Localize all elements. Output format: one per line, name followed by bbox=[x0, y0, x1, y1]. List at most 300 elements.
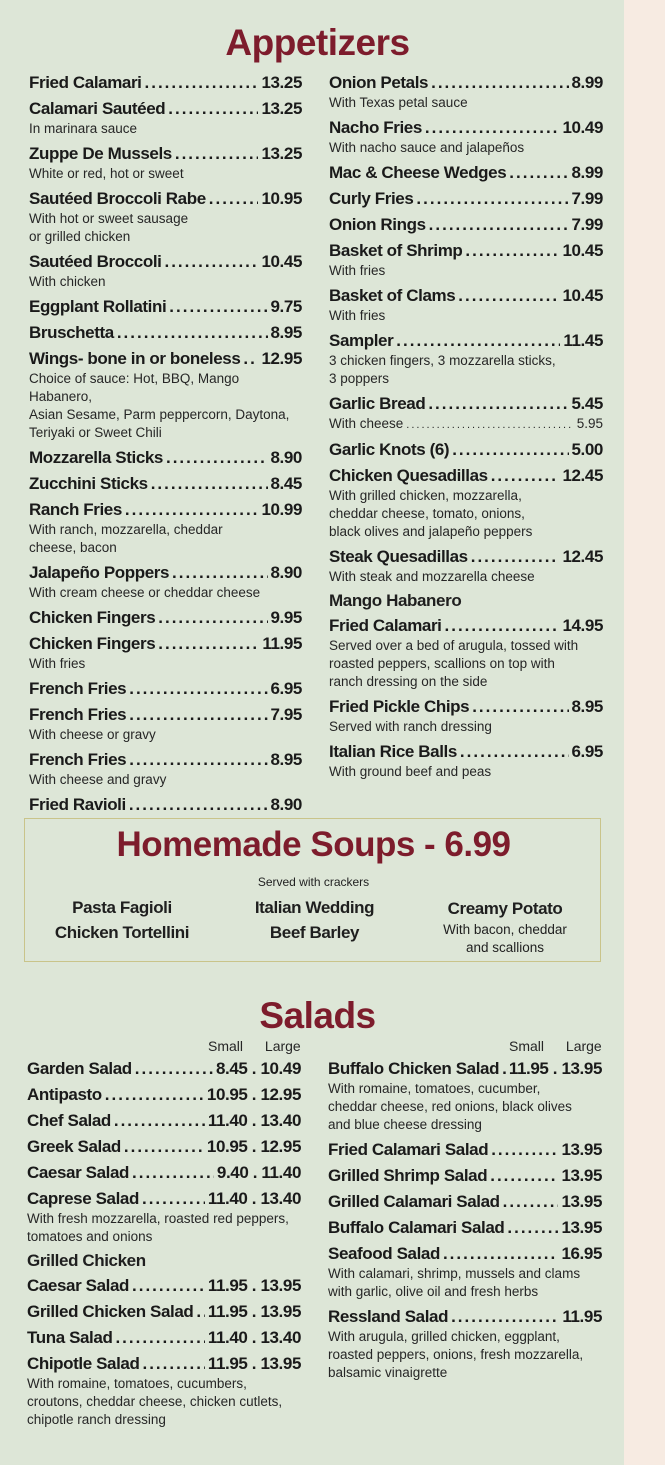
dot-leader bbox=[472, 694, 568, 720]
item-name: Greek Salad bbox=[27, 1137, 121, 1156]
item-description-line: With calamari, shrimp, mussels and clams bbox=[328, 1266, 581, 1281]
size-large-label: Large bbox=[565, 1038, 602, 1054]
item-price: 16.95 bbox=[561, 1244, 602, 1263]
dot-leader bbox=[416, 186, 568, 212]
item-name: Fried Ravioli bbox=[29, 795, 126, 814]
item-name: French Fries bbox=[29, 750, 127, 769]
item-price: 11.95 bbox=[262, 634, 302, 653]
item-line bbox=[329, 70, 603, 96]
dot-leader bbox=[158, 631, 259, 657]
item-description bbox=[29, 120, 302, 138]
item-price: 10.45 bbox=[562, 241, 603, 260]
item-name: Wings- bone in or boneless bbox=[29, 349, 241, 368]
price-separator: . bbox=[247, 1189, 261, 1208]
soup-description: With bacon, cheddar bbox=[443, 922, 567, 937]
item-price: 8.95 bbox=[571, 697, 603, 716]
item-prices bbox=[207, 1082, 301, 1108]
dot-leader bbox=[175, 141, 259, 167]
item-name: Fried Pickle Chips bbox=[329, 697, 470, 716]
item-line bbox=[29, 141, 302, 167]
price-large: 13.40 bbox=[260, 1328, 301, 1347]
dot-leader bbox=[105, 1082, 204, 1108]
item-price: 8.99 bbox=[571, 163, 603, 182]
item-line bbox=[329, 328, 603, 354]
dot-leader bbox=[396, 328, 560, 354]
menu-item bbox=[29, 141, 302, 183]
dot-leader bbox=[451, 1304, 559, 1330]
price-small: 11.95 bbox=[207, 1302, 248, 1321]
item-price: 11.45 bbox=[563, 331, 603, 350]
item-name: Bruschetta bbox=[29, 323, 114, 342]
price-small: 10.95 bbox=[206, 1085, 248, 1104]
price-small: 11.40 bbox=[207, 1111, 248, 1130]
dot-leader bbox=[164, 249, 258, 275]
soup-item: Italian Wedding bbox=[254, 898, 375, 917]
item-description-line: ranch dressing on the side bbox=[329, 674, 488, 689]
dot-leader bbox=[502, 1056, 506, 1082]
menu-item bbox=[27, 1134, 301, 1160]
price-large: 13.95 bbox=[260, 1302, 301, 1321]
item-line bbox=[29, 631, 302, 657]
menu-item bbox=[329, 694, 603, 736]
price-large: 13.40 bbox=[260, 1111, 301, 1130]
soup-column-1 bbox=[47, 895, 197, 945]
soup-item: Beef Barley bbox=[269, 923, 360, 942]
item-description bbox=[328, 1080, 602, 1134]
item-line bbox=[329, 694, 603, 720]
item-prices bbox=[208, 1108, 301, 1134]
item-sub-text: With cheese bbox=[329, 416, 404, 431]
soup-item: Creamy Potato bbox=[447, 899, 563, 918]
salads-right-size-header bbox=[509, 1038, 602, 1054]
item-line bbox=[29, 294, 302, 320]
menu-item bbox=[329, 463, 603, 541]
item-line bbox=[29, 96, 302, 122]
dot-leader bbox=[124, 1134, 204, 1160]
item-description bbox=[29, 273, 302, 291]
menu-item bbox=[328, 1137, 602, 1163]
price-separator: . bbox=[247, 1059, 261, 1078]
dot-leader bbox=[129, 792, 268, 818]
item-description bbox=[29, 165, 302, 183]
item-prices bbox=[208, 1273, 301, 1299]
item-description-line: With grilled chicken, mozzarella, bbox=[329, 488, 522, 503]
item-line bbox=[29, 605, 302, 631]
soups-subtitle: Served with crackers bbox=[257, 875, 370, 889]
item-price: 7.99 bbox=[571, 215, 603, 234]
item-name: Tuna Salad bbox=[27, 1328, 113, 1347]
menu-item bbox=[328, 1215, 602, 1241]
appetizers-heading: Appetizers bbox=[225, 22, 410, 63]
item-name: Fried Calamari bbox=[29, 73, 142, 92]
item-name: Grilled Calamari Salad bbox=[328, 1192, 500, 1211]
item-price: 6.95 bbox=[571, 742, 603, 761]
dot-leader bbox=[117, 320, 268, 346]
salads-right-column bbox=[328, 1056, 602, 1385]
item-name: Onion Petals bbox=[329, 73, 429, 92]
item-price: 12.45 bbox=[562, 466, 603, 485]
dot-leader bbox=[168, 96, 258, 122]
dot-leader bbox=[460, 739, 569, 765]
item-description-line: With cream cheese or cheddar cheese bbox=[29, 585, 261, 600]
item-name: Seafood Salad bbox=[328, 1244, 440, 1263]
item-name: Chicken Quesadillas bbox=[329, 466, 488, 485]
item-description-line: or grilled chicken bbox=[29, 229, 131, 244]
item-name: Sampler bbox=[329, 331, 394, 350]
item-description bbox=[29, 370, 302, 442]
menu-item bbox=[29, 702, 302, 744]
item-price: 8.95 bbox=[270, 323, 302, 342]
item-description-line: Teriyaki or Sweet Chili bbox=[29, 425, 162, 440]
item-price: 13.25 bbox=[261, 99, 302, 118]
item-line bbox=[27, 1082, 301, 1108]
price-separator: . bbox=[247, 1354, 261, 1373]
dot-leader bbox=[129, 702, 267, 728]
item-price: 5.45 bbox=[571, 394, 603, 413]
item-description bbox=[29, 210, 302, 246]
item-price: 13.95 bbox=[561, 1218, 602, 1237]
item-line bbox=[29, 186, 302, 212]
item-description bbox=[29, 771, 302, 789]
item-name: Onion Rings bbox=[329, 215, 426, 234]
item-price: 13.95 bbox=[561, 1140, 602, 1159]
item-description-line: With fries bbox=[29, 656, 86, 671]
item-name: French Fries bbox=[29, 705, 127, 724]
item-line bbox=[328, 1189, 602, 1215]
menu-item bbox=[29, 445, 302, 471]
soups-box bbox=[24, 818, 601, 962]
item-name: Fried Calamari Salad bbox=[328, 1140, 489, 1159]
menu-item bbox=[329, 238, 603, 280]
menu-item bbox=[329, 212, 603, 238]
item-price: 14.95 bbox=[562, 616, 603, 635]
dot-leader bbox=[132, 1273, 205, 1299]
item-name: Garlic Bread bbox=[329, 394, 426, 413]
price-small: 9.40 bbox=[216, 1163, 249, 1182]
menu-item bbox=[329, 115, 603, 157]
dot-leader bbox=[196, 1299, 204, 1325]
price-small: 11.40 bbox=[207, 1328, 248, 1347]
item-name: French Fries bbox=[29, 679, 127, 698]
menu-item bbox=[29, 186, 302, 246]
item-name: Caprese Salad bbox=[27, 1189, 139, 1208]
dot-leader bbox=[443, 1241, 559, 1267]
item-description bbox=[329, 487, 603, 541]
item-description bbox=[329, 763, 603, 781]
menu-item bbox=[27, 1351, 301, 1429]
item-description bbox=[328, 1265, 602, 1301]
appetizers-left-column bbox=[29, 70, 302, 818]
item-name: Italian Rice Balls bbox=[329, 742, 457, 761]
menu-item bbox=[328, 1056, 602, 1134]
soups-heading: Homemade Soups - 6.99 bbox=[116, 825, 511, 864]
item-description-line: black olives and jalapeño peppers bbox=[329, 524, 533, 539]
item-name: Buffalo Calamari Salad bbox=[328, 1218, 505, 1237]
item-description-line: With ground beef and peas bbox=[329, 764, 492, 779]
dot-leader bbox=[406, 416, 573, 434]
item-name: Ranch Fries bbox=[29, 500, 122, 519]
menu-item bbox=[328, 1163, 602, 1189]
item-prices bbox=[216, 1056, 301, 1082]
dot-leader bbox=[458, 283, 559, 309]
price-separator: . bbox=[248, 1163, 262, 1182]
dot-leader bbox=[428, 391, 568, 417]
item-price: 10.99 bbox=[261, 500, 302, 519]
appetizers-right-column bbox=[329, 70, 603, 784]
item-name: Basket of Clams bbox=[329, 286, 456, 305]
menu-item bbox=[27, 1299, 301, 1325]
soup-item: Chicken Tortellini bbox=[54, 923, 190, 942]
dot-leader bbox=[445, 613, 560, 639]
menu-item bbox=[328, 1241, 602, 1301]
size-small-label: Small bbox=[509, 1038, 545, 1054]
item-price: 13.25 bbox=[261, 73, 302, 92]
item-line bbox=[328, 1304, 602, 1330]
item-name: Garden Salad bbox=[27, 1059, 132, 1078]
item-line bbox=[29, 497, 302, 523]
dot-leader bbox=[142, 1186, 205, 1212]
item-name: Ressland Salad bbox=[328, 1307, 449, 1326]
item-price: 10.49 bbox=[562, 118, 603, 137]
item-line bbox=[328, 1163, 602, 1189]
dot-leader bbox=[169, 294, 267, 320]
item-description-line: Asian Sesame, Parm peppercorn, Daytona, bbox=[29, 407, 290, 422]
dot-leader bbox=[135, 1056, 213, 1082]
item-name: Grilled Chicken Salad bbox=[27, 1302, 194, 1321]
price-small: 11.95 bbox=[207, 1354, 248, 1373]
item-line bbox=[329, 238, 603, 264]
item-prices bbox=[208, 1351, 301, 1377]
item-price: 5.00 bbox=[571, 440, 603, 459]
dot-leader bbox=[129, 676, 267, 702]
item-price: 8.45 bbox=[270, 474, 302, 493]
price-large: 10.49 bbox=[260, 1059, 301, 1078]
item-price: 12.45 bbox=[562, 547, 603, 566]
menu-item bbox=[29, 560, 302, 602]
item-description-line: croutons, cheddar cheese, chicken cutlets, bbox=[27, 1394, 283, 1409]
menu-item bbox=[29, 676, 302, 702]
menu-item bbox=[329, 391, 603, 434]
item-description-line: roasted peppers, scallions on top with bbox=[329, 656, 555, 671]
item-price: 7.95 bbox=[270, 705, 302, 724]
menu-item bbox=[27, 1056, 301, 1082]
price-large: 11.40 bbox=[261, 1163, 301, 1182]
item-name: Zucchini Sticks bbox=[29, 474, 148, 493]
menu-item bbox=[27, 1186, 301, 1246]
item-description-line: With nacho sauce and jalapeños bbox=[329, 140, 525, 155]
item-name: Fried Calamari bbox=[329, 616, 442, 635]
item-price: 10.95 bbox=[261, 189, 302, 208]
item-line bbox=[328, 1215, 602, 1241]
menu-item bbox=[27, 1249, 301, 1299]
item-description-line: With arugula, grilled chicken, eggplant, bbox=[328, 1329, 560, 1344]
item-line bbox=[329, 739, 603, 765]
dot-leader bbox=[431, 70, 568, 96]
item-price: 13.95 bbox=[561, 1192, 602, 1211]
price-large: 13.95 bbox=[260, 1354, 301, 1373]
menu-item bbox=[329, 186, 603, 212]
soup-description: and scallions bbox=[465, 940, 545, 955]
item-name: Eggplant Rollatini bbox=[29, 297, 167, 316]
item-description-line: With chicken bbox=[29, 274, 106, 289]
item-line bbox=[329, 437, 603, 463]
item-price: 6.95 bbox=[270, 679, 302, 698]
item-prices bbox=[217, 1160, 301, 1186]
menu-item bbox=[29, 471, 302, 497]
price-separator: . bbox=[247, 1085, 261, 1104]
item-line bbox=[29, 445, 302, 471]
item-description-line: With cheese or gravy bbox=[29, 727, 156, 742]
dot-leader bbox=[151, 471, 268, 497]
dot-leader bbox=[115, 1325, 204, 1351]
item-description-line: With cheese and gravy bbox=[29, 772, 167, 787]
price-separator: . bbox=[247, 1276, 261, 1295]
menu-item bbox=[329, 739, 603, 781]
item-price: 8.90 bbox=[270, 448, 302, 467]
item-description-line: 3 poppers bbox=[329, 371, 390, 386]
item-line bbox=[329, 283, 603, 309]
dot-leader bbox=[503, 1189, 559, 1215]
item-description-line: With romaine, tomatoes, cucumbers, bbox=[27, 1376, 247, 1391]
item-name: Chicken Fingers bbox=[29, 634, 156, 653]
item-name: Garlic Knots (6) bbox=[329, 440, 450, 459]
dot-leader bbox=[429, 212, 569, 238]
item-line bbox=[29, 792, 302, 818]
price-separator: . bbox=[548, 1059, 562, 1078]
item-description-line: tomatoes and onions bbox=[27, 1229, 153, 1244]
item-price: 11.95 bbox=[562, 1307, 602, 1326]
item-description bbox=[329, 568, 603, 586]
item-price: 7.99 bbox=[571, 189, 603, 208]
item-description-line: with garlic, olive oil and fresh herbs bbox=[328, 1284, 539, 1299]
item-description-line: 3 chicken fingers, 3 mozzarella sticks, bbox=[329, 353, 556, 368]
item-line bbox=[27, 1134, 301, 1160]
menu-item bbox=[29, 605, 302, 631]
menu-item bbox=[27, 1082, 301, 1108]
price-small: 11.95 bbox=[508, 1059, 549, 1078]
item-name: Mac & Cheese Wedges bbox=[329, 163, 507, 182]
menu-item bbox=[29, 631, 302, 673]
item-description bbox=[27, 1210, 301, 1246]
item-line bbox=[328, 1241, 602, 1267]
item-line bbox=[329, 186, 603, 212]
item-description-line: With hot or sweet sausage bbox=[29, 211, 189, 226]
price-small: 11.40 bbox=[207, 1189, 248, 1208]
item-line bbox=[328, 1137, 602, 1163]
item-description-line: With fresh mozzarella, roasted red peppers, bbox=[27, 1211, 289, 1226]
item-description bbox=[329, 352, 603, 388]
price-large: 13.95 bbox=[260, 1276, 301, 1295]
item-description bbox=[27, 1375, 301, 1429]
item-line bbox=[329, 212, 603, 238]
item-description-line: In marinara sauce bbox=[29, 121, 138, 136]
item-prices bbox=[208, 1299, 301, 1325]
item-description bbox=[328, 1328, 602, 1382]
menu-item bbox=[29, 792, 302, 818]
menu-item bbox=[329, 70, 603, 112]
item-price: 13.95 bbox=[561, 1166, 602, 1185]
price-separator: . bbox=[247, 1302, 261, 1321]
price-large: 13.95 bbox=[561, 1059, 602, 1078]
dot-leader bbox=[166, 445, 268, 471]
item-name: Chipotle Salad bbox=[27, 1354, 140, 1373]
item-line bbox=[329, 463, 603, 489]
dot-leader bbox=[243, 346, 258, 372]
item-description-line: With fries bbox=[329, 263, 386, 278]
item-name: Curly Fries bbox=[329, 189, 414, 208]
item-description-line: Choice of sauce: Hot, BBQ, Mango Habanero, bbox=[29, 371, 240, 404]
item-name: Sautéed Broccoli Rabe bbox=[29, 189, 206, 208]
item-line bbox=[27, 1160, 301, 1186]
item-name: Mozzarella Sticks bbox=[29, 448, 163, 467]
item-line bbox=[329, 391, 603, 417]
dot-leader bbox=[471, 544, 560, 570]
dot-leader bbox=[125, 497, 259, 523]
item-name: Caesar Salad bbox=[27, 1276, 129, 1295]
item-line bbox=[29, 471, 302, 497]
item-line bbox=[27, 1299, 301, 1325]
menu-item bbox=[329, 328, 603, 388]
menu-item bbox=[29, 70, 302, 96]
item-name-top: Grilled Chicken bbox=[27, 1251, 146, 1270]
item-description bbox=[329, 94, 603, 112]
dot-leader bbox=[490, 1163, 558, 1189]
item-line bbox=[329, 613, 603, 639]
salads-heading: Salads bbox=[259, 995, 376, 1036]
item-line bbox=[29, 249, 302, 275]
item-description-line: Served over a bed of arugula, tossed with bbox=[329, 638, 579, 653]
item-price: 10.45 bbox=[562, 286, 603, 305]
dot-leader bbox=[509, 160, 568, 186]
dot-leader bbox=[114, 1108, 205, 1134]
price-small: 10.95 bbox=[206, 1137, 248, 1156]
item-description bbox=[29, 584, 302, 602]
item-line bbox=[27, 1056, 301, 1082]
item-name: Buffalo Chicken Salad bbox=[328, 1059, 500, 1078]
dot-leader bbox=[142, 1351, 204, 1377]
dot-leader bbox=[129, 747, 267, 773]
item-prices bbox=[208, 1186, 301, 1212]
item-line bbox=[329, 544, 603, 570]
menu-item bbox=[29, 497, 302, 557]
item-sub-price: 5.95 bbox=[576, 416, 603, 431]
dot-leader bbox=[491, 1137, 558, 1163]
menu-item bbox=[27, 1108, 301, 1134]
price-large: 12.95 bbox=[260, 1137, 301, 1156]
item-description-line: balsamic vinaigrette bbox=[328, 1365, 448, 1380]
item-price: 8.90 bbox=[270, 563, 302, 582]
item-description bbox=[329, 139, 603, 157]
item-price: 13.25 bbox=[261, 144, 302, 163]
item-price: 8.95 bbox=[270, 750, 302, 769]
item-description-line: cheese, bacon bbox=[29, 540, 117, 555]
dot-leader bbox=[172, 560, 267, 586]
item-price: 12.95 bbox=[261, 349, 302, 368]
item-description-line: With steak and mozzarella cheese bbox=[329, 569, 535, 584]
item-name: Grilled Shrimp Salad bbox=[328, 1166, 488, 1185]
item-description-line: roasted peppers, onions, fresh mozzarella, bbox=[328, 1347, 584, 1362]
dot-leader bbox=[507, 1215, 558, 1241]
item-name-top: Mango Habanero bbox=[329, 591, 462, 610]
menu-item bbox=[328, 1189, 602, 1215]
item-line bbox=[29, 702, 302, 728]
price-small: 11.95 bbox=[207, 1276, 248, 1295]
soup-column-3 bbox=[425, 896, 585, 957]
price-separator: . bbox=[247, 1137, 261, 1156]
item-line bbox=[29, 320, 302, 346]
item-description bbox=[329, 307, 603, 325]
dot-leader bbox=[158, 605, 267, 631]
